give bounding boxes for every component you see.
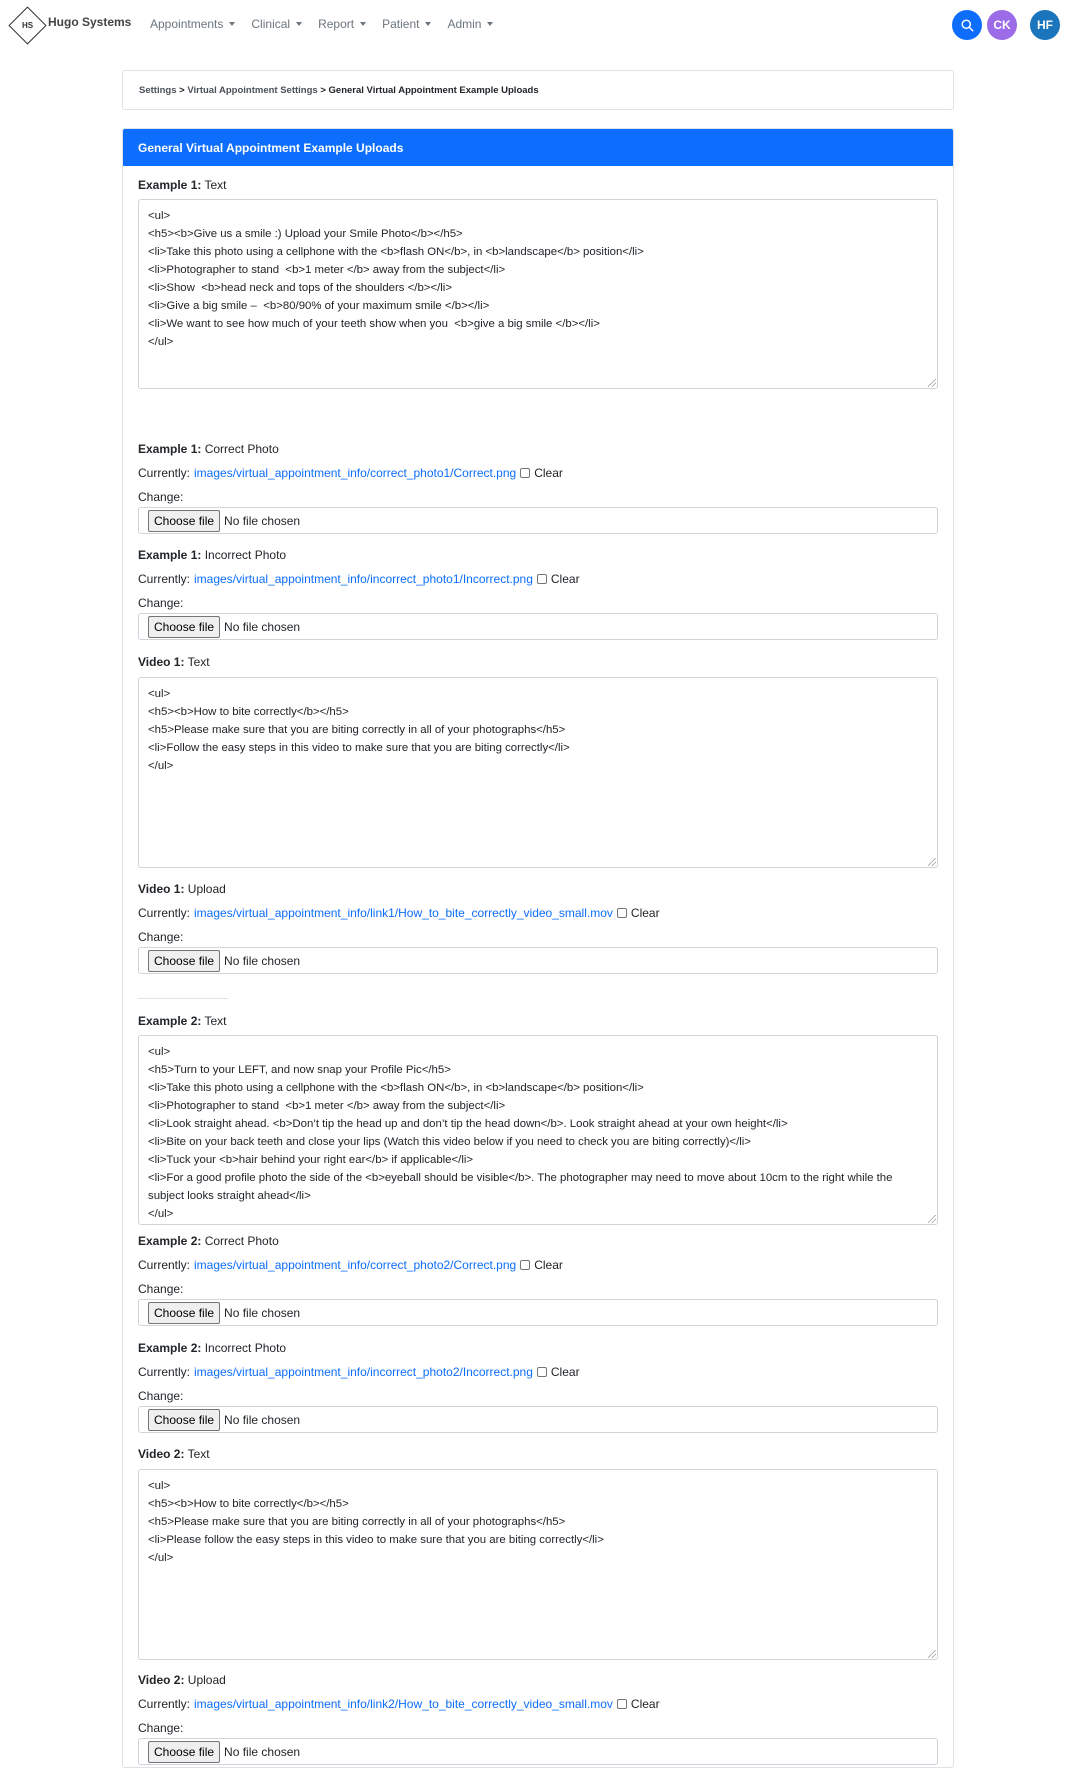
choose-file-button[interactable]: Choose file	[148, 1409, 220, 1431]
vid1-upload-file-link[interactable]: images/virtual_appointment_info/link1/How_to_bite_correctly_video_small.mov	[194, 906, 613, 920]
brand-name: Hugo Systems	[48, 14, 132, 29]
change-label: Change:	[138, 596, 184, 610]
change-label: Change:	[138, 1721, 184, 1735]
nav-appointments[interactable]: Appointments	[150, 17, 235, 31]
ex2-correct-current: Currently: images/virtual_appointment_info/correct_photo2/Correct.png Clear	[138, 1258, 563, 1272]
ex1-incorrect-clear-checkbox[interactable]	[537, 574, 547, 584]
user-avatar-hf[interactable]: HF	[1030, 10, 1060, 40]
nav-admin[interactable]: Admin	[447, 17, 493, 31]
uploads-card	[122, 128, 954, 1768]
nav-report[interactable]: Report	[318, 17, 366, 31]
main-nav	[150, 17, 509, 31]
vid2-upload-file-link[interactable]: images/virtual_appointment_info/link2/How_to_bite_correctly_video_small.mov	[194, 1697, 613, 1711]
caret-down-icon	[425, 22, 431, 26]
ex1-correct-label: Example 1: Correct Photo	[138, 442, 279, 456]
caret-down-icon	[229, 22, 235, 26]
search-button[interactable]	[952, 10, 982, 40]
vid2-upload-label: Video 2: Upload	[138, 1673, 226, 1687]
card-title: General Virtual Appointment Example Uploads	[123, 129, 953, 166]
brand-logo-icon: HS	[8, 6, 46, 44]
nav-patient[interactable]: Patient	[382, 17, 431, 31]
nav-clinical[interactable]: Clinical	[251, 17, 302, 31]
ex2-incorrect-current: Currently: images/virtual_appointment_info/incorrect_photo2/Incorrect.png Clear	[138, 1365, 580, 1379]
vid1-upload-clear-checkbox[interactable]	[617, 908, 627, 918]
ex1-correct-current: Currently: images/virtual_appointment_info/correct_photo1/Correct.png Clear	[138, 466, 563, 480]
section-divider	[138, 998, 228, 999]
choose-file-button[interactable]: Choose file	[148, 950, 220, 972]
ex1-correct-file-input[interactable]: Choose file No file chosen	[138, 507, 938, 534]
vid2-upload-clear-checkbox[interactable]	[617, 1699, 627, 1709]
breadcrumb-separator: >	[176, 84, 188, 96]
choose-file-button[interactable]: Choose file	[148, 1741, 220, 1763]
ex2-text-input[interactable]: <ul> <h5>Turn to your LEFT, and now snap your Profile Pic</h5> <li>Take this photo using a cellphone with the <b>flash ON</b>, in <b>landscape</b> position</li> <li>Photographer to stand <b>1 meter </b> away from the subject</li> <li>Look straight ahead. <b>Don’t tip the head up and don’t tip the head down</b>. Look straight ahead at your own height</li> <li>Bite on your back teeth and close your lips (Watch this video below if you need to check you are biting correctly)</li> <li>Tuck your <b>hair behind your right ear</b> if applicable</li> <li>For a good profile photo the side of the <b>eyeball should be visible</b>. The photographer may need to move about 10cm to the right while the subject looks straight ahead</li> </ul>	[138, 1035, 938, 1225]
ex1-correct-clear-checkbox[interactable]	[520, 468, 530, 478]
ex2-correct-clear-checkbox[interactable]	[520, 1260, 530, 1270]
resize-grip-icon[interactable]	[928, 1215, 936, 1223]
vid1-text-input[interactable]: <ul> <h5><b>How to bite correctly</b></h5> <h5>Please make sure that you are biting correctly in all of your photographs</h5> <li>Follow the easy steps in this video to make sure that you are biting correctly</li> </ul>	[138, 677, 938, 868]
brand[interactable]	[10, 8, 131, 39]
ex2-incorrect-file-input[interactable]: Choose file No file chosen	[138, 1406, 938, 1433]
choose-file-button[interactable]: Choose file	[148, 510, 220, 532]
ex2-incorrect-label: Example 2: Incorrect Photo	[138, 1341, 287, 1355]
breadcrumb-separator: >	[317, 84, 329, 96]
vid2-text-input[interactable]: <ul> <h5><b>How to bite correctly</b></h5> <h5>Please make sure that you are biting correctly in all of your photographs</h5> <li>Please follow the easy steps in this video to make sure that you are biting correctly</li> </ul>	[138, 1469, 938, 1660]
vid1-upload-current: Currently: images/virtual_appointment_info/link1/How_to_bite_correctly_video_small.mov Clear	[138, 906, 660, 920]
vid1-upload-label: Video 1: Upload	[138, 882, 226, 896]
breadcrumb	[122, 70, 954, 110]
change-label: Change:	[138, 930, 184, 944]
ex2-correct-file-link[interactable]: images/virtual_appointment_info/correct_photo2/Correct.png	[194, 1258, 517, 1272]
caret-down-icon	[487, 22, 493, 26]
choose-file-button[interactable]: Choose file	[148, 616, 220, 638]
ex2-incorrect-file-link[interactable]: images/virtual_appointment_info/incorrect_photo2/Incorrect.png	[194, 1365, 533, 1379]
ex1-correct-file-link[interactable]: images/virtual_appointment_info/correct_photo1/Correct.png	[194, 466, 517, 480]
vid2-upload-current: Currently: images/virtual_appointment_info/link2/How_to_bite_correctly_video_small.mov Clear	[138, 1697, 660, 1711]
ex2-text-label: Example 2: Text	[138, 1014, 227, 1028]
ex2-correct-label: Example 2: Correct Photo	[138, 1234, 279, 1248]
ex1-text-label: Example 1: Text	[138, 178, 227, 192]
top-navbar	[0, 0, 1076, 50]
ex2-correct-file-input[interactable]: Choose file No file chosen	[138, 1299, 938, 1326]
vid2-text-label: Video 2: Text	[138, 1447, 210, 1461]
resize-grip-icon[interactable]	[928, 1650, 936, 1658]
resize-grip-icon[interactable]	[928, 379, 936, 387]
resize-grip-icon[interactable]	[928, 858, 936, 866]
vid1-text-label: Video 1: Text	[138, 655, 210, 669]
change-label: Change:	[138, 490, 184, 504]
breadcrumb-virtual-settings[interactable]: Virtual Appointment Settings	[187, 84, 318, 96]
change-label: Change:	[138, 1282, 184, 1296]
vid2-upload-file-input[interactable]: Choose file No file chosen	[138, 1738, 938, 1765]
caret-down-icon	[296, 22, 302, 26]
search-icon	[961, 19, 974, 32]
breadcrumb-settings[interactable]: Settings	[139, 84, 177, 96]
ex1-incorrect-file-input[interactable]: Choose file No file chosen	[138, 613, 938, 640]
ex2-incorrect-clear-checkbox[interactable]	[537, 1367, 547, 1377]
ex1-incorrect-current: Currently: images/virtual_appointment_info/incorrect_photo1/Incorrect.png Clear	[138, 572, 580, 586]
user-avatar-ck[interactable]: CK	[987, 10, 1017, 40]
ex1-text-input[interactable]: <ul> <h5><b>Give us a smile :) Upload your Smile Photo</b></h5> <li>Take this photo using a cellphone with the <b>flash ON</b>, in <b>landscape</b> position</li> <li>Photographer to stand <b>1 meter </b> away from the subject</li> <li>Show <b>head neck and tops of the shoulders </b></li> <li>Give a big smile – <b>80/90% of your maximum smile </b></li> <li>We want to see how much of your teeth show when you <b>give a big smile </b></li> </ul>	[138, 199, 938, 389]
vid1-upload-file-input[interactable]: Choose file No file chosen	[138, 947, 938, 974]
ex1-incorrect-file-link[interactable]: images/virtual_appointment_info/incorrect_photo1/Incorrect.png	[194, 572, 533, 586]
breadcrumb-current: General Virtual Appointment Example Uploads	[328, 84, 539, 96]
caret-down-icon	[360, 22, 366, 26]
change-label: Change:	[138, 1389, 184, 1403]
ex1-incorrect-label: Example 1: Incorrect Photo	[138, 548, 287, 562]
choose-file-button[interactable]: Choose file	[148, 1302, 220, 1324]
